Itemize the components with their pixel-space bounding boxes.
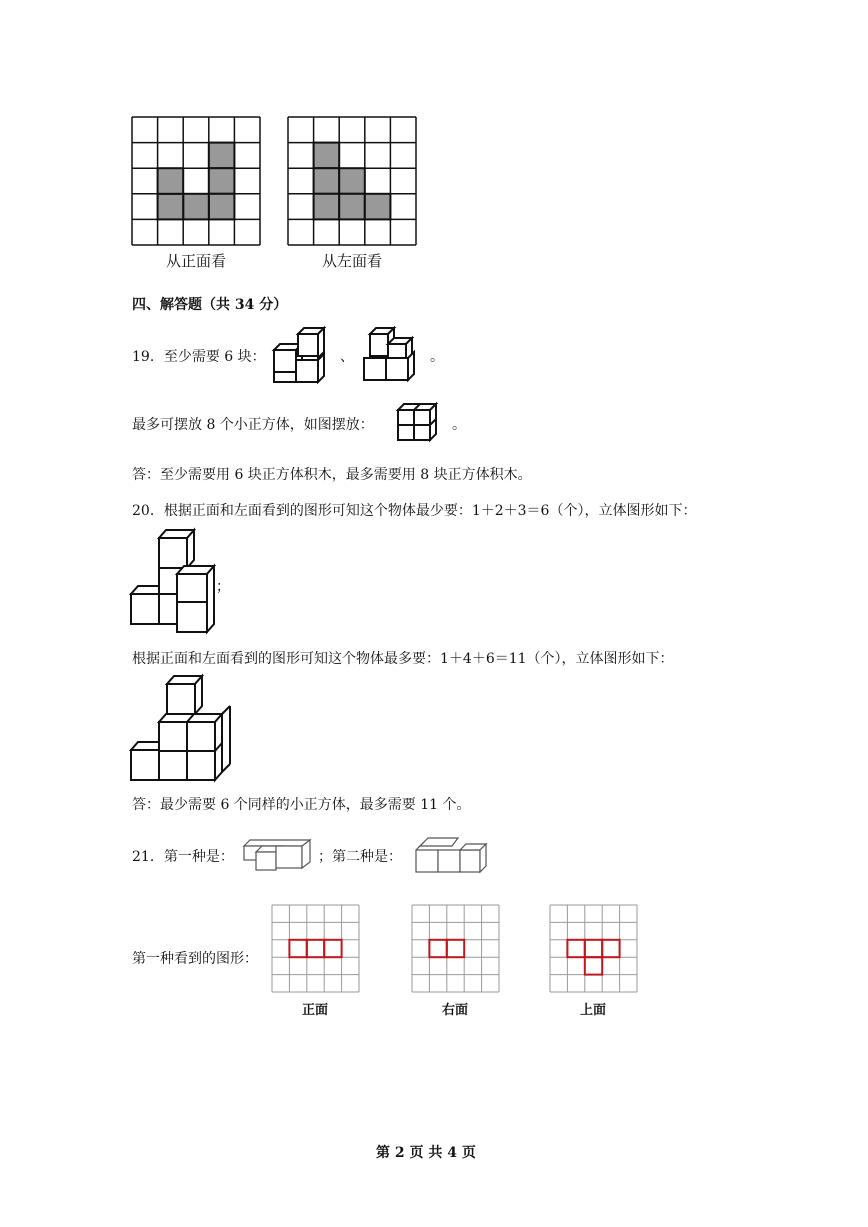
- q21-front-caption: 正面: [302, 1003, 329, 1018]
- red-outlined-cell: [602, 940, 619, 957]
- q19-end: 。: [430, 349, 444, 365]
- filled-cell: [209, 168, 235, 194]
- q19-answer: 答：至少需要用 6 块正方体积木，最多需要用 8 块正方体积木。: [132, 467, 532, 483]
- q19-line1: 19．至少需要 6 块：: [132, 349, 266, 365]
- filled-cell: [209, 143, 235, 169]
- red-outlined-cell: [307, 940, 324, 957]
- q19-shape-a: [272, 328, 332, 384]
- q19-separator: 、: [340, 349, 354, 365]
- filled-cell: [339, 194, 365, 220]
- q20-line2: 根据正面和左面看到的图形可知这个物体最多要：1＋4＋6＝11（个），立体图形如下：: [132, 651, 674, 667]
- filled-cell: [158, 168, 184, 194]
- q19-shape-max: [396, 402, 440, 444]
- filled-cell: [314, 168, 340, 194]
- q21-top-grid: [550, 905, 640, 995]
- red-outlined-cell: [447, 940, 464, 957]
- red-outlined-cell: [429, 940, 446, 957]
- filled-cell: [158, 194, 184, 220]
- q20-line1: 20．根据正面和左面看到的图形可知这个物体最少要：1＋2＋3＝6（个），立体图形如下：: [132, 503, 697, 519]
- red-outlined-cell: [567, 940, 584, 957]
- red-outlined-cell: [324, 940, 341, 957]
- red-outlined-cell: [585, 940, 602, 957]
- q19-end2: 。: [452, 417, 466, 433]
- q20-max-solid: [130, 676, 240, 784]
- q21-second-label: ；第二种是：: [318, 849, 402, 865]
- left-view-caption: 从左面看: [322, 252, 383, 270]
- front-view-grid: [132, 117, 262, 245]
- filled-cell: [314, 143, 340, 169]
- q21-top-caption: 上面: [580, 1003, 607, 1018]
- filled-cell: [209, 194, 235, 220]
- filled-cell: [183, 194, 209, 220]
- filled-cell: [339, 168, 365, 194]
- q21-second-solid: [414, 836, 488, 876]
- q20-answer: 答：最少需要 6 个同样的小正方体，最多需要 11 个。: [132, 797, 471, 813]
- red-outlined-cell: [585, 957, 602, 974]
- q19-line2: 最多可摆放 8 个小正方体，如图摆放：: [132, 417, 374, 433]
- left-view-grid: [288, 117, 418, 245]
- q21-first-label: 21．第一种是：: [132, 849, 234, 865]
- q19-shape-b: [362, 326, 422, 382]
- q21-right-grid: [412, 905, 502, 995]
- section-title: 四、解答题（共 34 分）: [132, 297, 288, 313]
- front-view-caption: 从正面看: [166, 252, 227, 270]
- q21-right-caption: 右面: [442, 1003, 469, 1018]
- q21-views-label: 第一种看到的图形：: [132, 951, 258, 967]
- q20-min-solid: [130, 528, 220, 634]
- q21-first-solid: [242, 838, 314, 872]
- red-outlined-cell: [289, 940, 306, 957]
- page-number: 第 2 页 共 4 页: [376, 1145, 476, 1161]
- filled-cell: [314, 194, 340, 220]
- q21-front-grid: [272, 905, 362, 995]
- filled-cell: [365, 194, 391, 220]
- q20-semicolon: ；: [216, 579, 230, 595]
